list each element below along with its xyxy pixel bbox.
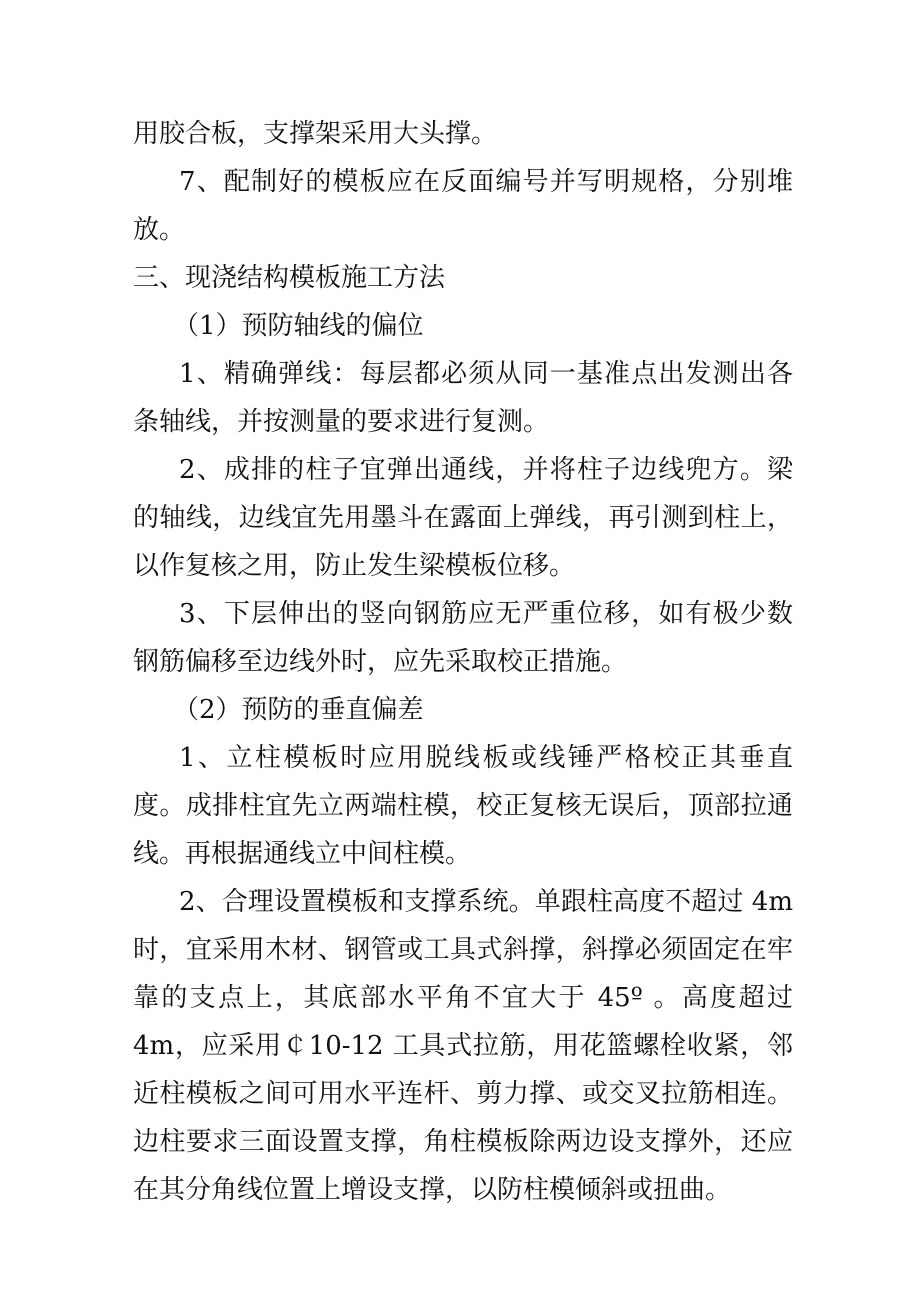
document-body [133,110,793,1214]
paragraph-axis-1: 1、精确弹线：每层都必须从同一基准点出发测出各条轴线，并按测量的要求进行复测。 [133,359,793,437]
subheading-1: （1）预防轴线的偏位 [173,311,424,341]
section-heading-3: 三、现浇结构模板施工方法 [133,263,446,293]
paragraph-axis-2: 2、成排的柱子宜弹出通线，并将柱子边线兜方。梁的轴线，边线宜先用墨斗在露面上弹线，再引测到柱上，以作复核之用，防止发生梁模板位移。 [133,455,793,581]
paragraph-axis-3: 3、下层伸出的竖向钢筋应无严重位移，如有极少数钢筋偏移至边线外时，应先采取校正措施。 [133,599,793,677]
paragraph-item-7: 7、配制好的模板应在反面编号并写明规格，分别堆放。 [133,167,793,245]
paragraph-vertical-1: 1、立柱模板时应用脱线板或线锤严格校正其垂直度。成排柱宜先立两端柱模，校正复核无误后，顶部拉通线。再根据通线立中间柱模。 [133,743,793,869]
subheading-2: （2）预防的垂直偏差 [173,695,424,725]
paragraph-vertical-2: 2、合理设置模板和支撑系统。单跟柱高度不超过 4m 时，宜采用木材、钢管或工具式斜撑，斜撑必须固定在牢靠的支点上，其底部水平角不宜大于 45º 。高度超过 4m，应采用￠10-12 工具式拉筋，用花篮螺栓收紧，邻近柱模板之间可用水平连杆、剪力撑、或交叉拉筋相连。边柱要求三面设置支撑，角柱模板除两边设支撑外，还应在其分角线位置上增设支撑，以防柱模倾斜或扭曲。 [133,887,793,1205]
paragraph-continuation: 用胶合板，支撑架采用大头撑。 [133,119,498,149]
